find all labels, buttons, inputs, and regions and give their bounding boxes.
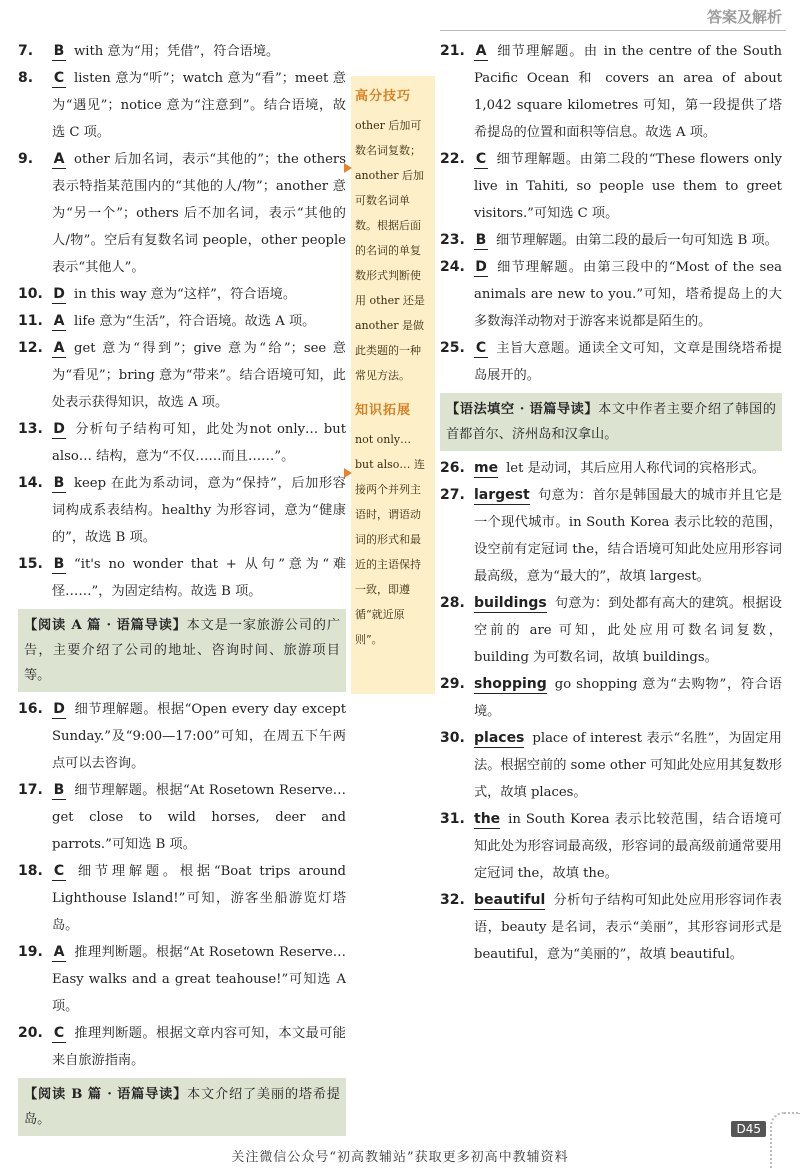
answer-item xyxy=(440,146,782,227)
answer-key: B xyxy=(475,232,487,248)
item-number: 8. xyxy=(18,70,34,86)
answer-item xyxy=(18,38,346,65)
answer-key: B xyxy=(53,43,65,59)
explanation: 细节理解题。根据“At Rosetown Reserve… get close to wild horses, deer and parrots.”可知选 B 项。 xyxy=(52,783,346,852)
answer-key: D xyxy=(475,259,487,275)
answer-item xyxy=(440,227,782,254)
answer-item xyxy=(440,38,782,146)
answer-item xyxy=(440,887,782,968)
section-header: 答案及解析 xyxy=(706,8,782,26)
answer-key: A xyxy=(53,313,65,329)
item-number: 9. xyxy=(18,151,34,167)
item-number: 11. xyxy=(18,313,43,329)
answer-item xyxy=(440,482,782,590)
answer-item xyxy=(18,335,346,416)
answer-item xyxy=(440,590,782,671)
item-number: 19. xyxy=(18,944,43,960)
explanation: in this way 意为“这样”，符合语境。 xyxy=(74,287,297,302)
explanation: “it's no wonder that + 从句”意为“难怪……”，为固定结构。故选 B 项。 xyxy=(52,557,346,599)
item-number: 14. xyxy=(18,475,43,491)
guide-title: 【阅读 A 篇 · 语篇导读】 xyxy=(24,618,187,633)
item-number: 24. xyxy=(440,259,465,275)
item-number: 25. xyxy=(440,340,465,356)
explanation: with 意为“用；凭借”，符合语境。 xyxy=(74,44,280,59)
item-number: 31. xyxy=(440,811,465,827)
item-number: 18. xyxy=(18,863,43,879)
answer-key: buildings xyxy=(474,595,547,611)
answer-key: the xyxy=(474,811,501,827)
item-number: 20. xyxy=(18,1025,43,1041)
answer-list-right xyxy=(440,38,782,389)
left-column xyxy=(18,38,346,1140)
explanation: 分析句子结构可知此处应用形容词作表语，beauty 是名词，表示“美丽”，其形容词形式是 beautiful，意为“美丽的”，故填 beautiful。 xyxy=(474,893,782,962)
explanation: in South Korea 表示比较范围，结合语境可知此处为形容词最高级，形容词的最高级前通常要用定冠词 the，故填 the。 xyxy=(474,812,782,881)
item-number: 17. xyxy=(18,782,43,798)
answer-key: A xyxy=(53,151,65,167)
item-number: 12. xyxy=(18,340,43,356)
item-number: 23. xyxy=(440,232,465,248)
explanation: 分析句子结构可知，此处为not only… but also… 结构，意为“不仅……而且……”。 xyxy=(52,422,346,464)
explanation: 推理判断题。根据“At Rosetown Reserve… Easy walks and a great teahouse!”可知选 A 项。 xyxy=(52,945,346,1014)
tip-title: 高分技巧 xyxy=(355,89,412,104)
grammar-guide xyxy=(440,393,782,451)
answer-key: largest xyxy=(474,487,530,503)
explanation: keep 在此为系动词，意为“保持”，后加形容词构成系表结构。healthy 为形容词，意为“健康的”，故选 B 项。 xyxy=(52,476,346,545)
guide-title: 【语法填空 · 语篇导读】 xyxy=(446,402,599,417)
answer-list-left xyxy=(18,38,346,605)
explanation: 句意为：到处都有高大的建筑。根据设空前的 are 可知，此处应用可数名词复数，building 为可数名词，故填 buildings。 xyxy=(474,596,782,665)
answer-item xyxy=(18,281,346,308)
guide-text: 本文介绍了美丽的塔希提岛。 xyxy=(24,1087,340,1127)
explanation: listen 意为“听”；watch 意为“看”；meet 意为“遇见”；notice 意为“注意到”。结合语境，故选 C 项。 xyxy=(52,71,346,140)
answer-item xyxy=(18,308,346,335)
explanation: 细节理解题。由 in the centre of the South Pacific Ocean 和 covers an area of about 1,042 square kilometres 可知，第一段提供了塔希提岛的位置和面积等信息。故选 A 项。 xyxy=(474,44,782,140)
answer-item xyxy=(440,725,782,806)
answer-item xyxy=(18,146,346,281)
answer-key: B xyxy=(53,782,65,798)
explanation: 推理判断题。根据文章内容可知，本文最可能来自旅游指南。 xyxy=(52,1026,346,1068)
guide-text: 本文是一家旅游公司的广告，主要介绍了公司的地址、咨询时间、旅游项目等。 xyxy=(24,618,341,683)
answer-item xyxy=(18,939,346,1020)
header-divider xyxy=(440,30,786,31)
reading-a-guide xyxy=(18,609,346,692)
answer-key: C xyxy=(53,1025,65,1041)
item-number: 32. xyxy=(440,892,465,908)
answer-key: shopping xyxy=(474,676,547,692)
explanation: 细节理解题。根据“Open every day except Sunday.”及“9:00—17:00”可知，在周五下午两点可以去咨询。 xyxy=(52,702,346,771)
explanation: let 是动词，其后应用人称代词的宾格形式。 xyxy=(506,461,765,476)
answer-key: me xyxy=(474,460,499,476)
answer-key: B xyxy=(53,475,65,491)
page-number: D45 xyxy=(731,1121,766,1137)
answer-key: B xyxy=(53,556,65,572)
item-number: 29. xyxy=(440,676,465,692)
answer-key: C xyxy=(475,340,487,356)
answer-item xyxy=(18,65,346,146)
answer-item xyxy=(440,254,782,335)
answer-key: D xyxy=(53,701,65,717)
answer-item xyxy=(18,551,346,605)
reading-b-guide xyxy=(18,1078,346,1136)
answer-key: D xyxy=(53,286,65,302)
explanation: 细节理解题。由第二段的最后一句可知选 B 项。 xyxy=(496,233,778,248)
extension-title: 知识拓展 xyxy=(355,403,412,418)
extension-text: not only… but also… 连接两个并列主语时，谓语动词的形式和最近的主语保持一致，即遵循“就近原则”。 xyxy=(355,433,425,646)
explanation: 细节理解题。由第二段的“These flowers only live in Tahiti, so people use them to greet visitors.”可知选 C 项。 xyxy=(474,152,782,221)
item-number: 21. xyxy=(440,43,465,59)
item-number: 15. xyxy=(18,556,43,572)
tip-text: other 后加可数名词复数；another 后加可数名词单数。根据后面的名词的单复数形式判断使用 other 还是 another 是做此类题的一种常见方法。 xyxy=(355,119,425,382)
answer-item xyxy=(440,455,782,482)
answer-key: places xyxy=(474,730,525,746)
explanation: get 意为“得到”；give 意为“给”；see 意为“看见”；bring 意为“带来”。结合语境可知，此处表示获得知识，故选 A 项。 xyxy=(52,341,346,410)
answer-item xyxy=(440,806,782,887)
item-number: 7. xyxy=(18,43,34,59)
explanation: 细节理解题。由第三段中的“Most of the sea animals are new to you.”可知，塔希提岛上的大多数海洋动物对于游客来说都是陌生的。 xyxy=(474,260,782,329)
guide-text: 本文中作者主要介绍了韩国的首都首尔、济州岛和汉拿山。 xyxy=(446,402,776,442)
answer-list-left-2 xyxy=(18,696,346,1074)
item-number: 22. xyxy=(440,151,465,167)
item-number: 16. xyxy=(18,701,43,717)
answer-list-right-2 xyxy=(440,455,782,968)
answer-item xyxy=(18,470,346,551)
sidebar-tips xyxy=(351,76,435,694)
explanation: place of interest 表示“名胜”，为固定用法。根据空前的 some other 可知此处应用其复数形式，故填 places。 xyxy=(474,731,782,800)
answer-item xyxy=(18,696,346,777)
pointer-arrow-icon xyxy=(344,468,352,478)
pointer-arrow-icon xyxy=(344,163,352,173)
answer-item xyxy=(18,858,346,939)
item-number: 28. xyxy=(440,595,465,611)
explanation: other 后加名词，表示“其他的”；the others 表示特指某范围内的“其他的人/物”；another 意为“另一个”；others 后不加名词，表示“其他的人/物”。空后有复数名词 people，other people 表示“其他人”。 xyxy=(52,152,346,275)
item-number: 13. xyxy=(18,421,43,437)
answer-key: D xyxy=(53,421,65,437)
item-number: 30. xyxy=(440,730,465,746)
explanation: 句意为：首尔是韩国最大的城市并且它是一个现代城市。in South Korea 表示比较的范围，设空前有定冠词 the，结合语境可知此处应用形容词最高级，意为“最大的”，故填 largest。 xyxy=(474,488,782,584)
item-number: 26. xyxy=(440,460,465,476)
explanation: go shopping 意为“去购物”，符合语境。 xyxy=(474,677,782,719)
explanation: 细节理解题。根据“Boat trips around Lighthouse Island!”可知，游客坐船游览灯塔岛。 xyxy=(52,864,346,933)
answer-item xyxy=(440,671,782,725)
answer-key: C xyxy=(53,863,65,879)
explanation: life 意为“生活”，符合语境。故选 A 项。 xyxy=(74,314,316,329)
answer-key: beautiful xyxy=(474,892,546,908)
answer-key: A xyxy=(475,43,487,59)
footer-note: 关注微信公众号“初高教辅站”获取更多初高中教辅资料 xyxy=(231,1150,569,1165)
right-column xyxy=(440,38,782,968)
answer-item xyxy=(18,416,346,470)
answer-key: C xyxy=(53,70,65,86)
answer-key: A xyxy=(53,340,65,356)
item-number: 27. xyxy=(440,487,465,503)
item-number: 10. xyxy=(18,286,43,302)
answer-key: A xyxy=(53,944,65,960)
answer-item xyxy=(18,777,346,858)
guide-title: 【阅读 B 篇 · 语篇导读】 xyxy=(24,1087,188,1102)
answer-key: C xyxy=(475,151,487,167)
answer-item xyxy=(440,335,782,389)
explanation: 主旨大意题。通读全文可知，文章是围绕塔希提岛展开的。 xyxy=(474,341,782,383)
answer-item xyxy=(18,1020,346,1074)
